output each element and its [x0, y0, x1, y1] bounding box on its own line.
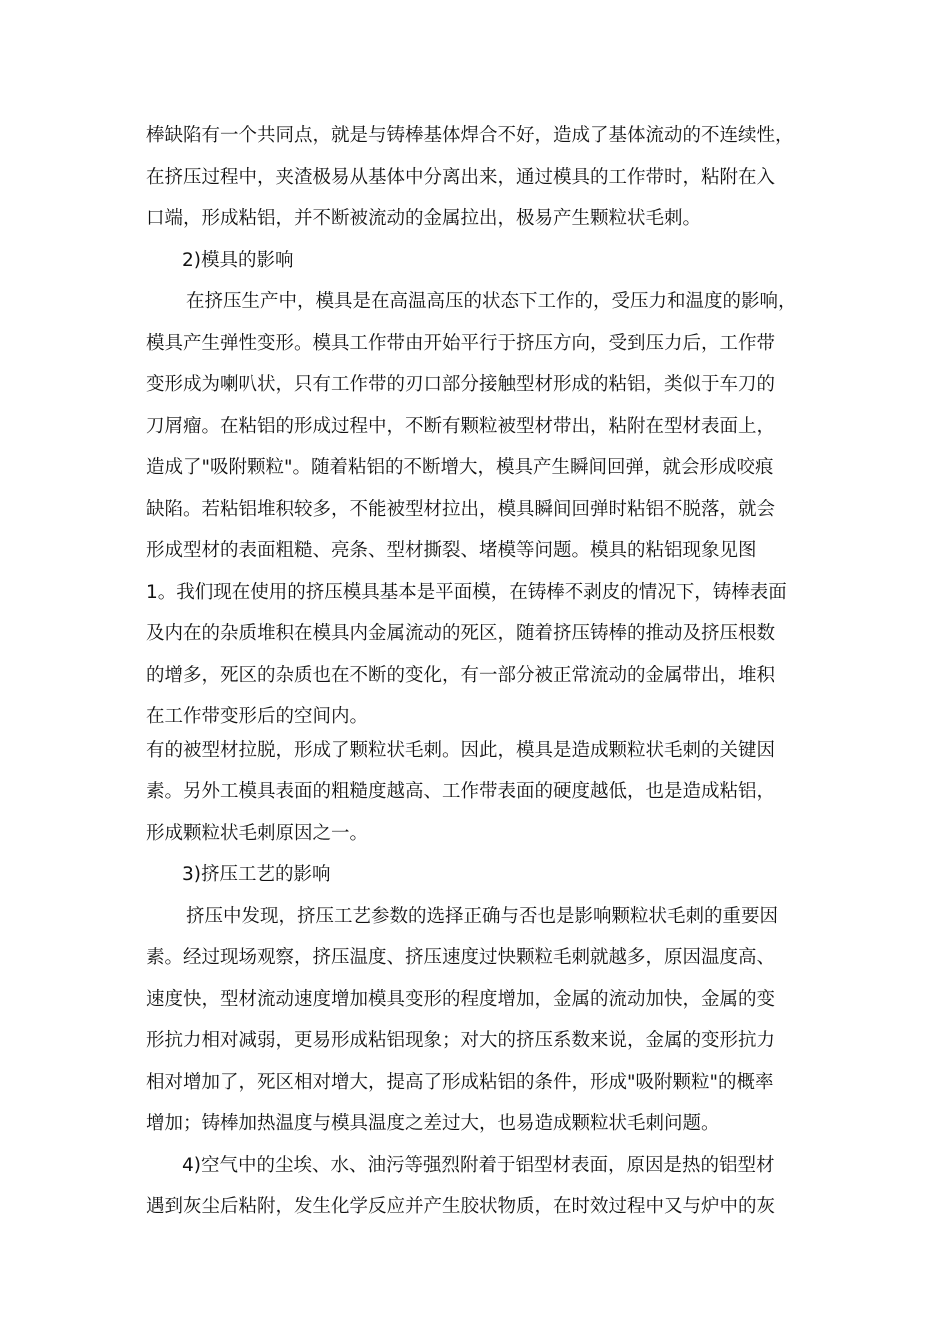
text-line: 增加；铸棒加热温度与模具温度之差过大，也易造成颗粒状毛刺问题。: [146, 1113, 720, 1134]
text-line: 的增多，死区的杂质也在不断的变化，有一部分被正常流动的金属带出，堆积: [146, 665, 776, 686]
text-line: 遇到灰尘后粘附，发生化学反应并产生胶状物质，在时效过程中又与炉中的灰: [146, 1196, 776, 1217]
text-line: 及内在的杂质堆积在模具内金属流动的死区，随着挤压铸棒的推动及挤压根数: [146, 623, 776, 644]
text-line: 速度快，型材流动速度增加模具变形的程度增加，金属的流动加快，金属的变: [146, 989, 776, 1010]
section-heading: 2)模具的影响: [182, 250, 294, 271]
text-line: 口端，形成粘铝，并不断被流动的金属拉出，极易产生颗粒状毛刺。: [146, 208, 702, 229]
text-line: 形成颗粒状毛刺原因之一。: [146, 823, 369, 844]
text-line: 素。经过现场观察，挤压温度、挤压速度过快颗粒毛刺就越多，原因温度高、: [146, 947, 776, 968]
text-line: 1。我们现在使用的挤压模具基本是平面模，在铸棒不剥皮的情况下，铸棒表面: [146, 582, 787, 603]
text-line: 4)空气中的尘埃、水、油污等强烈附着于铝型材表面，原因是热的铝型材: [182, 1155, 775, 1176]
text-line: 形成型材的表面粗糙、亮条、型材撕裂、堵模等问题。模具的粘铝现象见图: [146, 540, 757, 561]
text-line: 棒缺陷有一个共同点，就是与铸棒基体焊合不好，造成了基体流动的不连续性，: [146, 125, 794, 146]
text-line: 有的被型材拉脱，形成了颗粒状毛刺。因此，模具是造成颗粒状毛刺的关键因: [146, 740, 776, 761]
text-line: 模具产生弹性变形。模具工作带由开始平行于挤压方向，受到压力后，工作带: [146, 333, 776, 354]
text-line: 形抗力相对减弱，更易形成粘铝现象；对大的挤压系数来说，金属的变形抗力: [146, 1030, 776, 1051]
text-line: 在挤压生产中，模具是在高温高压的状态下工作的，受压力和温度的影响，: [186, 291, 797, 312]
text-line: 在挤压过程中，夹渣极易从基体中分离出来，通过模具的工作带时，粘附在入: [146, 167, 776, 188]
text-line: 刀屑瘤。在粘铝的形成过程中，不断有颗粒被型材带出，粘附在型材表面上，: [146, 416, 776, 437]
text-line: 缺陷。若粘铝堆积较多，不能被型材拉出，模具瞬间回弹时粘铝不脱落，就会: [146, 499, 776, 520]
text-line: 变形成为喇叭状，只有工作带的刃口部分接触型材形成的粘铝，类似于车刀的: [146, 374, 776, 395]
text-line: 在工作带变形后的空间内。: [146, 706, 369, 727]
section-heading: 3)挤压工艺的影响: [182, 864, 331, 885]
text-line: 挤压中发现，挤压工艺参数的选择正确与否也是影响颗粒状毛刺的重要因: [186, 906, 779, 927]
text-line: 造成了"吸附颗粒"。随着粘铝的不断增大，模具产生瞬间回弹，就会形成咬痕: [146, 457, 774, 478]
text-line: 相对增加了，死区相对增大，提高了形成粘铝的条件，形成"吸附颗粒"的概率: [146, 1072, 774, 1093]
text-line: 素。另外工模具表面的粗糙度越高、工作带表面的硬度越低，也是造成粘铝，: [146, 781, 776, 802]
